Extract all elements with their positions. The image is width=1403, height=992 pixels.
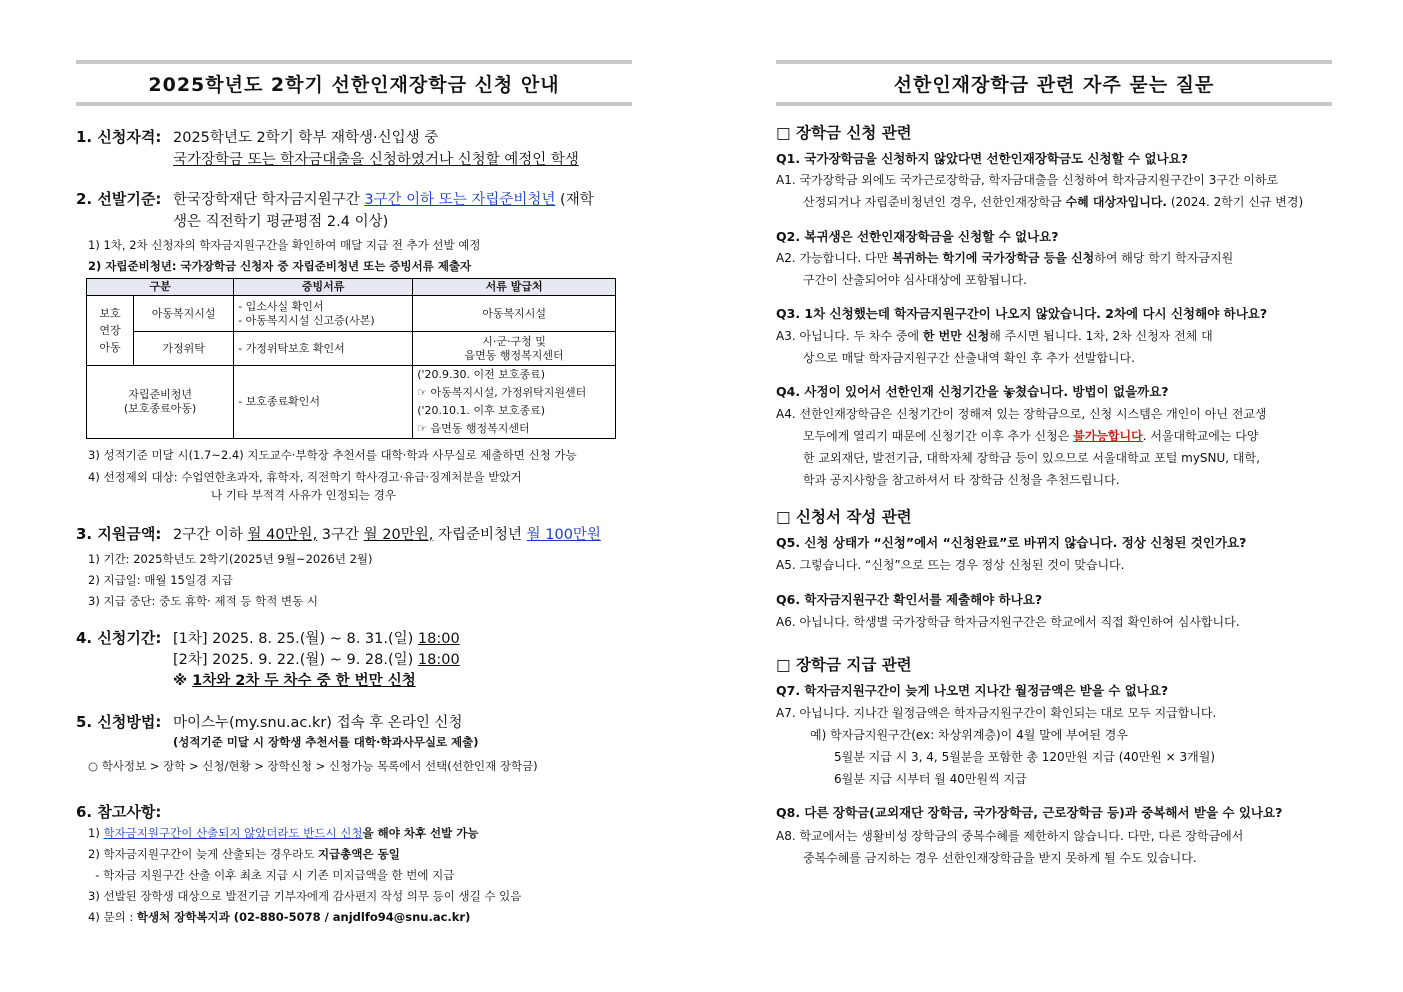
section-3-note-3: 3) 지급 중단: 중도 휴학· 제적 등 학적 변동 시 — [88, 594, 318, 608]
faq-a7-example: 예) 학자금지원구간(ex: 차상위계층)이 4월 말에 부여된 경우 — [810, 728, 1128, 742]
table-cell-foster-care-issuer — [413, 332, 616, 366]
section-5-path: ○ 학사정보 > 장학 > 신청/현황 > 장학신청 > 신청가능 목록에서 선택(선한인재 장학금) — [88, 759, 538, 773]
section-3-amounts — [173, 523, 601, 544]
faq-q5: Q5. 신청 상태가 “신청”에서 “신청완료”로 바뀌지 않습니다. 정상 신청된 것인가요? — [776, 535, 1247, 550]
section-6-note-2-sub: - 학자금 지원구간 산출 이후 최초 지급 시 기존 미지급액을 한 번에 지급 — [88, 868, 455, 882]
issuer-before-note: ('20.9.30. 이전 보호종료) — [417, 368, 546, 381]
faq-title-bar — [776, 60, 1332, 106]
faq-a3-tail: 해 주시면 됩니다. 1차, 2차 신청자 전체 대 — [989, 329, 1213, 343]
period-round-1-time: 18:00 — [417, 631, 460, 647]
section-2-line-1 — [173, 188, 594, 209]
table-group-extended-care: 보호 연장 아동 — [87, 296, 134, 366]
section-1-label: 1. 신청자격: — [76, 128, 162, 146]
faq-section-form: □ 신청서 작성 관련 — [776, 508, 912, 526]
contact-info: 학생처 장학복지과 (02-880-5078 / anjdlfo94@snu.ac.kr) — [136, 910, 471, 924]
period-note — [173, 669, 416, 690]
faq-a2-bold: 복귀하는 학기에 국가장학금 등을 신청 — [892, 251, 1095, 265]
faq-q2: Q2. 복귀생은 선한인재장학금을 신청할 수 없나요? — [776, 229, 1059, 244]
faq-a3-bold: 한 번만 신청 — [922, 329, 990, 343]
section-2-highlight: 3구간 이하 또는 자립준비청년 — [364, 192, 556, 208]
faq-a1-line-2 — [803, 191, 1303, 213]
section-5-label: 5. 신청방법: — [76, 713, 162, 731]
table-cell-independent-youth-issuer — [413, 366, 616, 439]
section-2-text-c: (재학 — [555, 192, 594, 208]
faq-title: 선한인재장학금 관련 자주 묻는 질문 — [893, 73, 1215, 96]
document-requirements-table — [86, 278, 616, 439]
table-cell-independent-youth-docs: - 보호종료확인서 — [234, 366, 413, 439]
notice-title: 2025학년도 2학기 선한인재장학금 신청 안내 — [148, 73, 560, 96]
section-6-note-3: 3) 선발된 장학생 대상으로 발전기금 기부자에게 감사편지 작성 의무 등이 생길 수 있음 — [88, 889, 522, 903]
amount-youth: 월 100만원 — [526, 527, 601, 543]
faq-a1-text: 산정되거나 자립준비청년인 경우, 선한인재장학금 — [803, 195, 1066, 209]
issuer-admin-center: 읍면동 행정복지센터 — [464, 348, 564, 362]
amount-tier-3: 월 20만원, — [363, 527, 434, 543]
section-5-line-2: (성적기준 미달 시 장학생 추천서를 대학·학과사무실로 제출) — [173, 735, 479, 749]
note-1-highlight: 학자금지원구간이 산출되지 않았더라도 반드시 신청 — [103, 826, 363, 840]
note-2-bold: 지급총액은 동일 — [318, 847, 400, 861]
issuer-city-office: 시·군·구청 및 — [482, 334, 546, 348]
section-3-note-2: 2) 지급일: 매월 15일경 지급 — [88, 573, 233, 587]
section-6-note-4 — [88, 909, 470, 925]
table-cell-foster-care: 가정위탁 — [134, 332, 234, 366]
period-note-text: 1차와 2차 두 차수 중 한 번만 신청 — [192, 673, 416, 689]
section-6-note-2 — [88, 846, 400, 862]
section-3-note-1: 1) 기간: 2025학년도 2학기(2025년 9월~2026년 2월) — [88, 552, 373, 566]
faq-section-application: □ 장학금 신청 관련 — [776, 124, 912, 142]
section-2-line-2: 생은 직전학기 평균평점 2.4 이상) — [173, 214, 389, 230]
amount-youth-label: 자립준비청년 — [433, 527, 527, 543]
section-2-note-1: 1) 1차, 2차 신청자의 학자금지원구간을 확인하여 매달 지급 전 추가 선발 예정 — [88, 238, 481, 252]
faq-q7: Q7. 학자금지원구간이 늦게 나오면 지나간 월정금액은 받을 수 없나요? — [776, 683, 1169, 698]
faq-a1-bold: 수혜 대상자입니다. — [1065, 195, 1167, 209]
contact-label: 4) 문의 : — [88, 910, 137, 924]
section-5-line-1: 마이스누(my.snu.ac.kr) 접속 후 온라인 신청 — [173, 715, 463, 731]
issuer-before: ☞ 아동복지시설, 가정위탁지원센터 — [417, 386, 587, 399]
table-cell-foster-care-docs: - 가정위탁보호 확인서 — [234, 332, 413, 366]
table-cell-child-welfare-docs — [234, 296, 413, 332]
faq-a4-line-2 — [803, 425, 1258, 447]
faq-a4-line-3: 한 교외재단, 발전기금, 대학자체 장학금 등이 있으므로 서울대학교 포털 mySNU, 대학, — [803, 451, 1260, 465]
section-6-label: 6. 참고사항: — [76, 803, 162, 821]
faq-a4-line-1: A4. 선한인재장학금은 신청기간이 정해져 있는 장학금으로, 신청 시스템은 개인이 아닌 전교생 — [776, 407, 1267, 421]
faq-a1-note: (2024. 2학기 신규 변경) — [1167, 195, 1304, 209]
doc-facility-registration: - 아동복지시설 신고증(사본) — [238, 313, 375, 327]
faq-q6: Q6. 학자금지원구간 확인서를 제출해야 하나요? — [776, 592, 1043, 607]
section-1-line-2: 국가장학금 또는 학자금대출을 신청하였거나 신청할 예정인 학생 — [173, 152, 579, 168]
table-header-issuer: 서류 발급처 — [413, 279, 616, 296]
period-round-2-time: 18:00 — [417, 652, 460, 668]
table-cell-child-welfare-issuer: 아동복지시설 — [413, 296, 616, 332]
faq-a5: A5. 그렇습니다. “신청”으로 뜨는 경우 정상 신청된 것이 맞습니다. — [776, 558, 1125, 572]
faq-a8-line-2: 중복수혜를 금지하는 경우 선한인재장학금을 받지 못하게 될 수도 있습니다. — [803, 851, 1197, 865]
faq-q8: Q8. 다른 장학금(교외재단 장학금, 국가장학금, 근로장학금 등)과 중복해서 받을 수 있나요? — [776, 805, 1283, 820]
notice-title-bar — [76, 60, 632, 106]
faq-a2-text: A2. 가능합니다. 다만 — [776, 251, 893, 265]
period-round-1 — [173, 627, 460, 648]
section-1-line-1: 2025학년도 2학기 학부 재학생·신입생 중 — [173, 130, 439, 146]
faq-a8-line-1: A8. 학교에서는 생활비성 장학금의 중복수혜를 제한하지 않습니다. 다만, 다른 장학금에서 — [776, 829, 1244, 843]
faq-a2-tail: 하여 해당 학기 학자금지원 — [1094, 251, 1234, 265]
section-3-label: 3. 지원금액: — [76, 525, 162, 543]
faq-q4: Q4. 사정이 있어서 선한인재 신청기간을 놓쳤습니다. 방법이 없을까요? — [776, 384, 1169, 399]
faq-a1-line-1: A1. 국가장학금 외에도 국가근로장학금, 학자금대출을 신청하여 학자금지원구간이 3구간 이하로 — [776, 173, 1279, 187]
section-4-label: 4. 신청기간: — [76, 629, 162, 647]
doc-admission-certificate: - 입소사실 확인서 — [238, 299, 324, 313]
faq-a3-text: A3. 아닙니다. 두 차수 중에 — [776, 329, 923, 343]
faq-a4-text: 모두에게 열리기 때문에 신청기간 이후 추가 신청은 — [803, 429, 1074, 443]
issuer-after: ☞ 읍면동 행정복지센터 — [417, 422, 530, 435]
faq-q3: Q3. 1차 신청했는데 학자금지원구간이 나오지 않았습니다. 2차에 다시 신청해야 하나요? — [776, 306, 1268, 321]
independent-youth-sublabel: (보호종료아동) — [123, 402, 197, 415]
faq-a4-highlight: 불가능합니다 — [1073, 429, 1143, 443]
faq-a7-example-3: 6월분 지급 시부터 월 40만원씩 지급 — [834, 772, 1027, 786]
faq-a3-line-1 — [776, 325, 1213, 347]
section-2-note-2: 2) 자립준비청년: 국가장학금 신청자 중 자립준비청년 또는 증빙서류 제출자 — [88, 259, 472, 273]
faq-a6: A6. 아닙니다. 학생별 국가장학금 학자금지원구간은 학교에서 직접 확인하여 심사합니다. — [776, 615, 1240, 629]
note-1-tail: 을 해야 차후 선발 가능 — [362, 826, 479, 840]
amount-tier-2: 월 40만원, — [247, 527, 318, 543]
table-header-documents: 증빙서류 — [234, 279, 413, 296]
period-note-mark: ※ — [173, 673, 193, 689]
section-2-note-4-cont: 나 기타 부적격 사유가 인정되는 경우 — [211, 488, 396, 502]
faq-a3-line-2: 상으로 매달 학자금지원구간 산출내역 확인 후 추가 선발합니다. — [803, 351, 1135, 365]
faq-a7-example-2: 5월분 지급 시 3, 4, 5월분을 포함한 총 120만원 지급 (40만원 × 3개월) — [834, 750, 1216, 764]
table-cell-child-welfare: 아동복지시설 — [134, 296, 234, 332]
section-2-label: 2. 선발기준: — [76, 190, 162, 208]
table-cell-independent-youth — [87, 366, 234, 439]
faq-q1: Q1. 국가장학금을 신청하지 않았다면 선한인재장학금도 신청할 수 없나요? — [776, 151, 1188, 166]
faq-a7-line-1: A7. 아닙니다. 지나간 월정금액은 학자금지원구간이 확인되는 대로 모두 지급합니다. — [776, 706, 1217, 720]
note-1-number: 1) — [88, 826, 104, 840]
faq-a4-line-4: 학과 공지사항을 참고하셔서 타 장학금 신청을 추천드립니다. — [803, 473, 1120, 487]
period-round-2 — [173, 648, 460, 669]
period-round-2-dates: [2차] 2025. 9. 22.(월) ~ 9. 28.(일) — [173, 652, 418, 668]
faq-a4-tail: . 서울대학교에는 다양 — [1142, 429, 1259, 443]
section-2-text-a: 한국장학재단 학자금지원구간 — [173, 192, 365, 208]
faq-section-payment: □ 장학금 지급 관련 — [776, 656, 912, 674]
amount-tier-3-label: 3구간 — [317, 527, 364, 543]
section-2-note-4: 4) 선정제외 대상: 수업연한초과자, 휴학자, 직전학기 학사경고·유급·징계처분을 받았거 — [88, 470, 522, 484]
faq-a2-line-1 — [776, 247, 1233, 269]
section-6-note-1 — [88, 825, 479, 841]
issuer-after-note: ('20.10.1. 이후 보호종료) — [417, 404, 546, 417]
independent-youth-label: 자립준비청년 — [128, 388, 192, 401]
note-2-text: 2) 학자금지원구간이 늦게 산출되는 경우라도 — [88, 847, 319, 861]
section-2-note-3: 3) 성적기준 미달 시(1.7~2.4) 지도교수·부학장 추천서를 대학·학과 사무실로 제출하면 신청 가능 — [88, 448, 577, 462]
faq-a2-line-2: 구간이 산출되어야 심사대상에 포함됩니다. — [803, 273, 1027, 287]
period-round-1-dates: [1차] 2025. 8. 25.(월) ~ 8. 31.(일) — [173, 631, 418, 647]
table-header-category: 구분 — [87, 279, 234, 296]
amount-tier-2-label: 2구간 이하 — [173, 527, 248, 543]
